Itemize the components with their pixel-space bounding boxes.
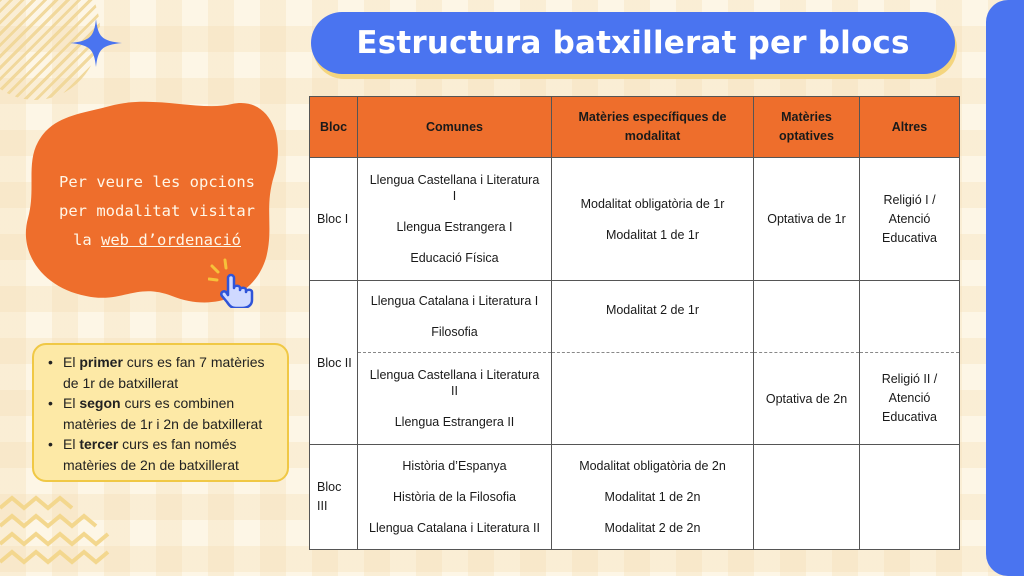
cell-line: Llengua Estrangera II [394,415,515,429]
header-text: modalitat [624,129,681,143]
cell-altres [860,281,960,353]
cell-comunes [358,281,552,353]
pointing-hand-icon [208,258,264,308]
list-item [46,393,279,434]
cell-line: Història d’Espanya [402,459,507,473]
item-bold: segon [79,395,121,411]
item-text: El [63,436,80,452]
cell-comunes [358,445,552,550]
item-text: El [63,354,80,370]
cell-optatives: Optativa de 2n [754,353,860,445]
curs-info-box [32,343,289,482]
cell-altres [860,353,960,445]
table-row [310,158,960,281]
cell-altres [860,158,960,281]
cell-line: Educativa [882,410,937,424]
cell-optatives [754,445,860,550]
header-text: Matèries específiques de [578,110,727,124]
header-altres: Altres [860,97,960,158]
sparkle-star-icon [68,17,124,69]
blob-line-3 [52,226,262,255]
table-header-row [310,97,960,158]
cell-line: Religió I / [883,192,936,207]
cell-line: I [452,189,457,203]
item-text: curs es fan 7 matèries de 1r de batxillerat [63,354,265,391]
table-row [310,445,960,550]
cell-comunes [358,353,552,445]
bloc-label [310,445,358,550]
cell-line: Llengua Catalana i Literatura I [370,294,539,308]
cell-especifiques: Modalitat 2 de 1r [552,281,754,353]
header-especifiques [552,97,754,158]
header-optatives [754,97,860,158]
cell-line: Modalitat obligatòria de 2n [579,459,726,473]
cell-line: Educació Física [410,251,499,265]
cell-line: Modalitat obligatòria de 1r [580,196,725,211]
cell-line: Modalitat 1 de 1r [605,227,700,242]
blob-line-3-prefix: la [73,231,101,249]
cell-especifiques [552,158,754,281]
cell-line: III [317,499,328,513]
header-bloc: Bloc [310,97,358,158]
cell-line: Educativa [882,230,937,245]
cell-line: Història de la Filosofia [393,490,516,504]
cell-line: Modalitat 2 de 2n [604,521,701,535]
cell-optatives [754,281,860,353]
bloc-label: Bloc I [310,158,358,281]
item-bold: primer [79,354,123,370]
cell-optatives: Optativa de 1r [754,158,860,281]
list-item [46,352,279,393]
cell-comunes [358,158,552,281]
cell-line: Atenció [888,391,931,405]
item-text: El [63,395,80,411]
cell-especifiques [552,353,754,445]
right-accent-bar [986,0,1024,576]
header-text: Matèries [781,110,832,124]
cell-altres [860,445,960,550]
curs-info-list [46,352,279,475]
list-item [46,434,279,475]
cell-especifiques [552,445,754,550]
title-banner [311,12,955,74]
bloc-structure-table [309,96,960,550]
cell-line: Llengua Castellana i Literatura [369,173,540,187]
cell-line: II [451,384,458,398]
page-title: Estructura batxillerat per blocs [356,25,910,61]
web-ordenacio-link[interactable]: web d’ordenació [101,231,241,249]
cell-line: Llengua Castellana i Literatura [369,368,540,382]
cell-line: Bloc [317,480,342,494]
item-bold: tercer [79,436,119,452]
bloc-label: Bloc II [310,281,358,445]
cell-line: Modalitat 1 de 2n [604,490,701,504]
decorative-zigzag [0,490,110,576]
table-row [310,353,960,445]
cell-line: Religió II / [881,372,938,386]
blob-line-1: Per veure les opcions [59,173,255,191]
table-row [310,281,960,353]
modalitat-info-text [52,168,262,255]
cell-line: Llengua Estrangera I [396,220,513,234]
cell-line: Atenció [888,211,931,226]
cell-line: Filosofia [431,325,478,339]
blob-line-2: per modalitat visitar [59,202,255,220]
cell-line: Llengua Catalana i Literatura II [369,521,540,535]
header-comunes: Comunes [358,97,552,158]
item-text: curs es fan només matèries de 2n de batxillerat [63,436,239,473]
item-text: curs es combinen matèries de 1r i 2n de batxillerat [63,395,263,432]
header-text: optatives [779,129,834,143]
